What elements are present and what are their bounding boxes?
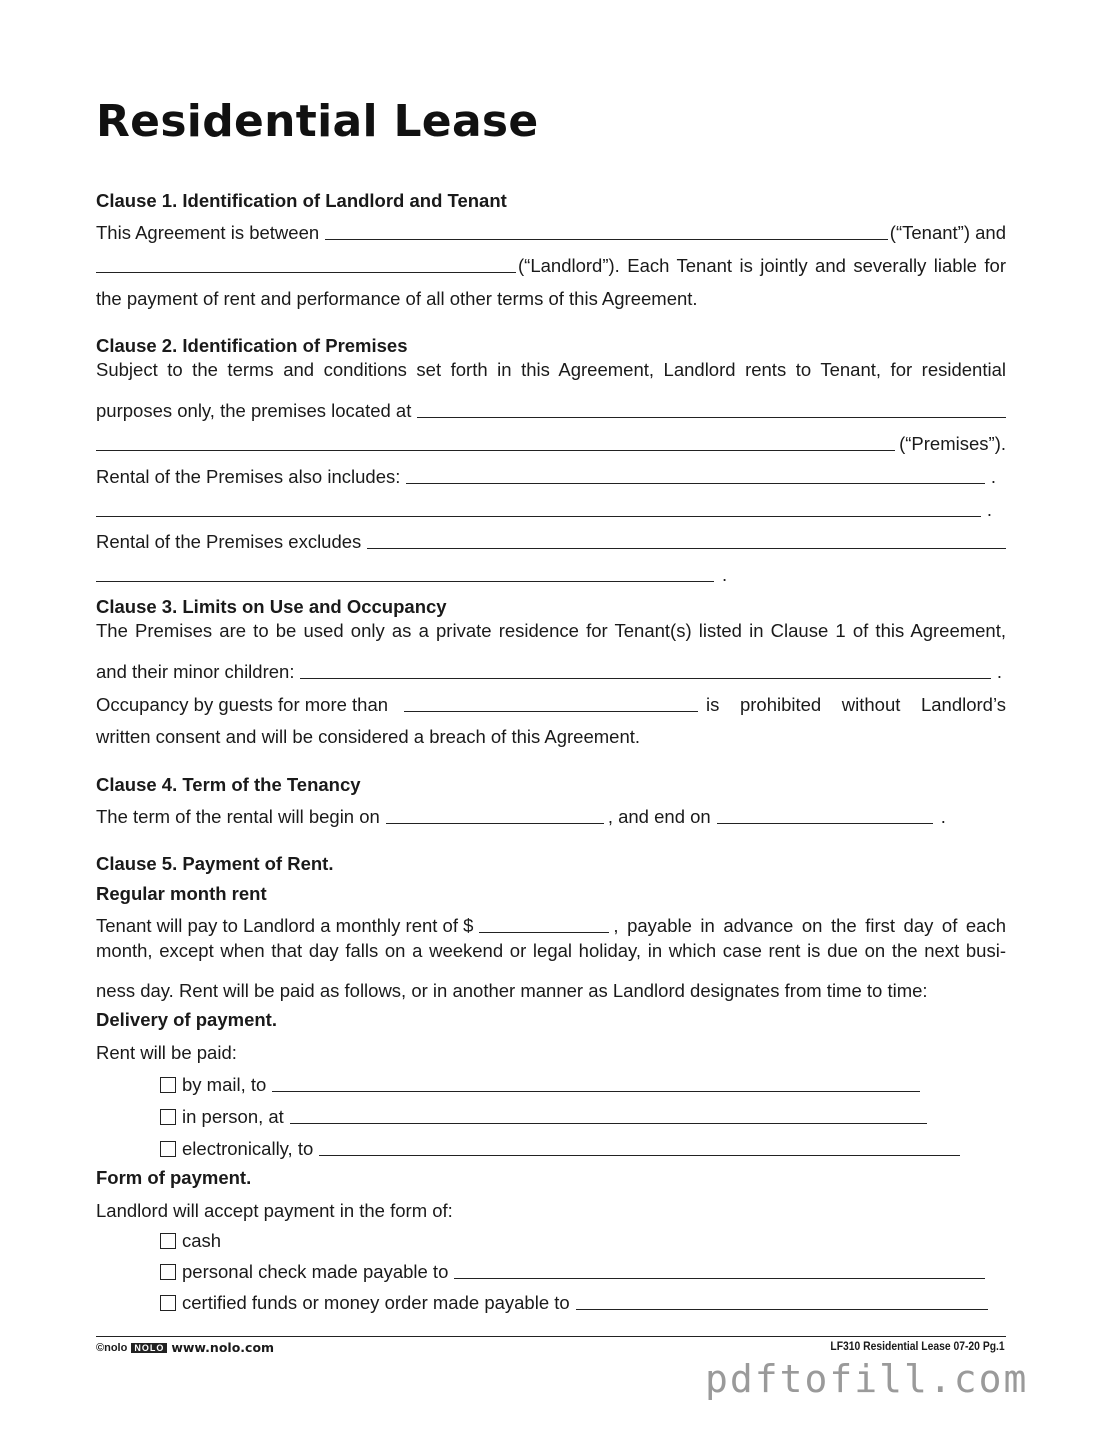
delivery-option-electronic xyxy=(160,1130,960,1160)
mail-address-field[interactable] xyxy=(272,1091,920,1092)
certified-funds-checkbox[interactable] xyxy=(160,1295,176,1311)
clause3-line4: written consent and will be considered a breach of this Agreement. xyxy=(96,726,641,747)
clause5-heading: Clause 5. Payment of Rent. xyxy=(96,853,334,874)
certified-funds-label: certified funds or money order made payable to xyxy=(182,1292,570,1313)
minor-children-period: . xyxy=(996,661,1002,682)
clause2-line3-suffix: (“Premises”). xyxy=(899,433,1006,454)
delivery-subheading: Delivery of payment. xyxy=(96,1009,277,1030)
form-id: LF310 Residential Lease 07-20 Pg.1 xyxy=(830,1341,1005,1353)
minor-children-field[interactable] xyxy=(300,678,990,679)
in-person-checkbox[interactable] xyxy=(160,1109,176,1125)
cash-label: cash xyxy=(182,1230,222,1251)
clause1-line1-prefix: This Agreement is between xyxy=(96,222,320,243)
regular-rent-subheading: Regular month rent xyxy=(96,883,267,904)
term-end-label: , and end on xyxy=(607,806,711,827)
guest-days-field[interactable] xyxy=(404,711,698,712)
clause2-line2-prefix: purposes only, the premises located at xyxy=(96,400,412,421)
certified-funds-payee-field[interactable] xyxy=(576,1309,988,1310)
mail-label: by mail, to xyxy=(182,1074,267,1095)
clause3-line1: The Premises are to be used only as a private residence for Tenant(s) listed in Clause 1 of this Agreement, xyxy=(96,620,1006,641)
clause3-heading: Clause 3. Limits on Use and Occupancy xyxy=(96,596,447,617)
term-end-field[interactable] xyxy=(717,823,933,824)
clause4-heading: Clause 4. Term of the Tenancy xyxy=(96,774,361,795)
clause2-includes-line xyxy=(96,458,1006,488)
delivery-option-person xyxy=(160,1098,927,1128)
rent-line xyxy=(96,907,1006,937)
footer-publisher xyxy=(96,1340,274,1355)
rent-line2: month, except when that day falls on a weekend or legal holiday, in which case rent is due on the next busi- xyxy=(96,940,1006,961)
form-subheading: Form of payment. xyxy=(96,1167,252,1188)
form-option-certified xyxy=(160,1284,988,1314)
clause1-line2-suffix: (“Landlord”). Each Tenant is jointly and severally liable for xyxy=(518,255,1006,276)
personal-check-label: personal check made payable to xyxy=(182,1261,449,1282)
in-person-address-field[interactable] xyxy=(290,1123,927,1124)
clause1-line1 xyxy=(96,214,1006,244)
clause1-line3: the payment of rent and performance of all other terms of this Agreement. xyxy=(96,288,698,309)
premises-address-field-2[interactable] xyxy=(96,450,895,451)
rent-line3: ness day. Rent will be paid as follows, or in another manner as Landlord designates from time to time: xyxy=(96,980,928,1001)
term-period: . xyxy=(940,806,946,827)
watermark: pdftofill.com xyxy=(705,1357,1029,1401)
clause3-line2-prefix: and their minor children: xyxy=(96,661,295,682)
clause2-includes-line2 xyxy=(96,491,1006,521)
clause1-line1-suffix: (“Tenant”) and xyxy=(889,222,1006,243)
electronic-checkbox[interactable] xyxy=(160,1141,176,1157)
clause2-heading: Clause 2. Identification of Premises xyxy=(96,335,408,356)
includes-period-2: . xyxy=(986,499,992,520)
copyright-text: ©nolo xyxy=(96,1341,128,1354)
electronic-address-field[interactable] xyxy=(319,1155,960,1156)
clause2-line1: Subject to the terms and conditions set forth in this Agreement, Landlord rents to Tenant, for residential xyxy=(96,359,1006,380)
excludes-field-1[interactable] xyxy=(367,548,1006,549)
form-intro: Landlord will accept payment in the form of: xyxy=(96,1200,453,1221)
in-person-label: in person, at xyxy=(182,1106,284,1127)
delivery-option-mail xyxy=(160,1066,920,1096)
clause1-heading: Clause 1. Identification of Landlord and Tenant xyxy=(96,190,507,211)
clause2-excludes-line2 xyxy=(96,556,1006,586)
clause3-line3 xyxy=(96,686,1006,716)
footer-url[interactable]: www.nolo.com xyxy=(171,1340,275,1355)
excludes-field-2[interactable] xyxy=(96,581,714,582)
term-begin-field[interactable] xyxy=(386,823,604,824)
nolo-logo: NOLO xyxy=(131,1343,167,1353)
clause4-line xyxy=(96,798,1006,828)
includes-period-1: . xyxy=(990,466,996,487)
personal-check-checkbox[interactable] xyxy=(160,1264,176,1280)
includes-field-2[interactable] xyxy=(96,516,981,517)
landlord-name-field[interactable] xyxy=(96,272,516,273)
footer-divider xyxy=(96,1336,1006,1337)
rent-suffix: , payable in advance on the first day of each xyxy=(613,915,1006,936)
monthly-rent-field[interactable] xyxy=(479,932,609,933)
clause3-line3-prefix: Occupancy by guests for more than xyxy=(96,694,389,715)
includes-field-1[interactable] xyxy=(406,483,984,484)
form-option-check xyxy=(160,1253,985,1283)
tenant-name-field[interactable] xyxy=(325,239,888,240)
clause2-line2 xyxy=(96,392,1006,422)
clause2-line3 xyxy=(96,425,1006,455)
term-begin-label: The term of the rental will begin on xyxy=(96,806,380,827)
mail-checkbox[interactable] xyxy=(160,1077,176,1093)
form-option-cash xyxy=(160,1222,460,1252)
personal-check-payee-field[interactable] xyxy=(454,1278,985,1279)
electronic-label: electronically, to xyxy=(182,1138,314,1159)
rent-prefix: Tenant will pay to Landlord a monthly rent of $ xyxy=(96,915,474,936)
excludes-period: . xyxy=(722,564,728,585)
clause3-line3-suffix: is prohibited without Landlord’s xyxy=(706,694,1006,715)
premises-address-field-1[interactable] xyxy=(417,417,1006,418)
includes-label: Rental of the Premises also includes: xyxy=(96,466,401,487)
clause2-excludes-line xyxy=(96,523,1006,553)
clause1-line2 xyxy=(96,247,1006,277)
excludes-label: Rental of the Premises excludes xyxy=(96,531,362,552)
document-title: Residential Lease xyxy=(96,96,539,147)
cash-checkbox[interactable] xyxy=(160,1233,176,1249)
clause3-line2 xyxy=(96,653,1006,683)
delivery-intro: Rent will be paid: xyxy=(96,1042,237,1063)
